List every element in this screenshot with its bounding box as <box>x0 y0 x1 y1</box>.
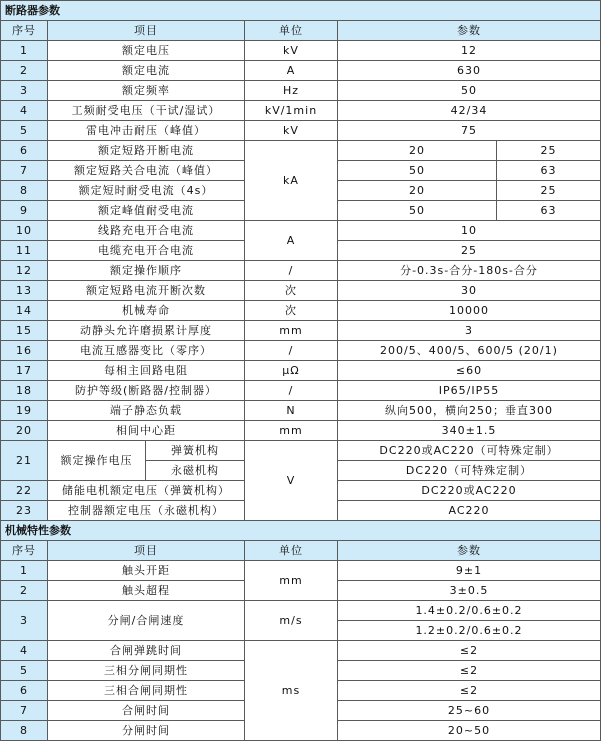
header-item: 项目 <box>48 541 245 561</box>
row-no: 3 <box>1 601 48 641</box>
section-title-mechanical: 机械特性参数 <box>1 521 601 541</box>
table-row <box>1 81 601 101</box>
table-row <box>1 381 601 401</box>
row-value: 纵向500，横向250；垂直300 <box>338 401 601 421</box>
row-item: 分闸/合闸速度 <box>48 601 245 641</box>
row-no: 16 <box>1 341 48 361</box>
row-no: 21 <box>1 441 48 481</box>
row-item: 防护等级(断路器/控制器） <box>48 381 245 401</box>
row-no: 4 <box>1 641 48 661</box>
row-value-a: 20 <box>338 181 497 201</box>
row-unit-merged: mm <box>245 561 338 601</box>
header-no: 序号 <box>1 541 48 561</box>
row-value: 1.4±0.2/0.6±0.2 <box>338 601 601 621</box>
table-row <box>1 101 601 121</box>
header-unit: 单位 <box>245 21 338 41</box>
table-row <box>1 341 601 361</box>
row-value: 25~60 <box>338 701 601 721</box>
row-item: 额定短路开断电流 <box>48 141 245 161</box>
row-value: DC220或AC220（可特殊定制） <box>338 441 601 461</box>
table-row <box>1 261 601 281</box>
header-item: 项目 <box>48 21 245 41</box>
row-unit: mm <box>245 321 338 341</box>
row-item: 触头开距 <box>48 561 245 581</box>
table-row <box>1 321 601 341</box>
row-item: 电缆充电开合电流 <box>48 241 245 261</box>
row-unit: 次 <box>245 281 338 301</box>
table-row <box>1 61 601 81</box>
row-value: 50 <box>338 81 601 101</box>
row-item: 控制器额定电压（永磁机构） <box>48 501 245 521</box>
row-item: 三相合闸同期性 <box>48 681 245 701</box>
row-item: 每相主回路电阻 <box>48 361 245 381</box>
row-item: 雷电冲击耐压（峰值） <box>48 121 245 141</box>
row-value-a: 50 <box>338 161 497 181</box>
header-value: 参数 <box>338 21 601 41</box>
row-item: 额定操作电压 <box>48 441 146 481</box>
row-value-b: 25 <box>497 181 601 201</box>
row-unit: Hz <box>245 81 338 101</box>
row-item: 额定峰值耐受电流 <box>48 201 245 221</box>
row-value: 75 <box>338 121 601 141</box>
row-item: 机械寿命 <box>48 301 245 321</box>
row-item: 工频耐受电压（干试/湿试） <box>48 101 245 121</box>
row-item: 三相分闸同期性 <box>48 661 245 681</box>
header-unit: 单位 <box>245 541 338 561</box>
row-unit-merged: A <box>245 221 338 261</box>
row-no: 9 <box>1 201 48 221</box>
row-value: DC220或AC220 <box>338 481 601 501</box>
table-row <box>1 421 601 441</box>
row-no: 7 <box>1 161 48 181</box>
row-value: 10 <box>338 221 601 241</box>
row-value: 200/5、400/5、600/5 (20/1) <box>338 341 601 361</box>
row-unit-merged: ms <box>245 641 338 741</box>
row-unit: / <box>245 381 338 401</box>
row-item: 额定频率 <box>48 81 245 101</box>
row-no: 3 <box>1 81 48 101</box>
row-value: 分-0.3s-合分-180s-合分 <box>338 261 601 281</box>
row-no: 22 <box>1 481 48 501</box>
row-no: 8 <box>1 181 48 201</box>
header-value: 参数 <box>338 541 601 561</box>
row-unit: m/s <box>245 601 338 641</box>
table-row <box>1 641 601 661</box>
row-unit-merged: V <box>245 441 338 521</box>
section-title-row <box>1 521 601 541</box>
row-no: 15 <box>1 321 48 341</box>
row-no: 14 <box>1 301 48 321</box>
table-row <box>1 361 601 381</box>
row-item: 额定短时耐受电流（4s） <box>48 181 245 201</box>
row-item: 动静头允许磨损累计厚度 <box>48 321 245 341</box>
row-no: 19 <box>1 401 48 421</box>
table-row <box>1 601 601 621</box>
table-row <box>1 141 601 161</box>
row-no: 18 <box>1 381 48 401</box>
table-row <box>1 301 601 321</box>
row-no: 2 <box>1 581 48 601</box>
table-header-row <box>1 541 601 561</box>
row-item: 端子静态负载 <box>48 401 245 421</box>
table-row <box>1 281 601 301</box>
row-no: 6 <box>1 141 48 161</box>
row-no: 4 <box>1 101 48 121</box>
row-value: ≤60 <box>338 361 601 381</box>
row-value: 10000 <box>338 301 601 321</box>
row-unit: μΩ <box>245 361 338 381</box>
row-item: 额定操作顺序 <box>48 261 245 281</box>
row-value-a: 20 <box>338 141 497 161</box>
row-subitem: 弹簧机构 <box>146 441 245 461</box>
row-item: 线路充电开合电流 <box>48 221 245 241</box>
table-header-row <box>1 21 601 41</box>
table-row <box>1 121 601 141</box>
row-no: 10 <box>1 221 48 241</box>
row-value-a: 50 <box>338 201 497 221</box>
row-item: 额定短路电流开断次数 <box>48 281 245 301</box>
row-no: 5 <box>1 121 48 141</box>
row-value: 30 <box>338 281 601 301</box>
row-value: AC220 <box>338 501 601 521</box>
row-no: 6 <box>1 681 48 701</box>
row-item: 额定电压 <box>48 41 245 61</box>
row-unit: kV/1min <box>245 101 338 121</box>
row-value: 9±1 <box>338 561 601 581</box>
row-unit: kV <box>245 121 338 141</box>
row-value: 12 <box>338 41 601 61</box>
section-title-breaker: 断路器参数 <box>1 1 601 21</box>
row-subitem: 永磁机构 <box>146 461 245 481</box>
row-item: 相间中心距 <box>48 421 245 441</box>
row-value: ≤2 <box>338 681 601 701</box>
row-unit: N <box>245 401 338 421</box>
row-value-b: 25 <box>497 141 601 161</box>
table-row <box>1 41 601 61</box>
row-unit-merged: kA <box>245 141 338 221</box>
row-unit: / <box>245 261 338 281</box>
row-value-b: 63 <box>497 161 601 181</box>
row-no: 5 <box>1 661 48 681</box>
row-item: 电流互感器变比（零序） <box>48 341 245 361</box>
row-no: 20 <box>1 421 48 441</box>
row-no: 17 <box>1 361 48 381</box>
row-no: 11 <box>1 241 48 261</box>
row-no: 13 <box>1 281 48 301</box>
row-no: 1 <box>1 561 48 581</box>
row-no: 23 <box>1 501 48 521</box>
row-value: IP65/IP55 <box>338 381 601 401</box>
row-item: 额定电流 <box>48 61 245 81</box>
section-title-row <box>1 1 601 21</box>
header-no: 序号 <box>1 21 48 41</box>
row-unit: A <box>245 61 338 81</box>
row-item: 合闸时间 <box>48 701 245 721</box>
row-value: 20~50 <box>338 721 601 741</box>
table-row <box>1 401 601 421</box>
row-no: 12 <box>1 261 48 281</box>
row-unit: mm <box>245 421 338 441</box>
row-value: 42/34 <box>338 101 601 121</box>
row-value: 3±0.5 <box>338 581 601 601</box>
row-item: 分闸时间 <box>48 721 245 741</box>
row-value: ≤2 <box>338 641 601 661</box>
table-row <box>1 221 601 241</box>
row-value: 340±1.5 <box>338 421 601 441</box>
row-value: ≤2 <box>338 661 601 681</box>
row-unit: kV <box>245 41 338 61</box>
row-value: DC220（可特殊定制） <box>338 461 601 481</box>
row-value: 25 <box>338 241 601 261</box>
table-row <box>1 441 601 461</box>
table-row <box>1 561 601 581</box>
row-item: 触头超程 <box>48 581 245 601</box>
row-item: 合闸弹跳时间 <box>48 641 245 661</box>
row-value: 630 <box>338 61 601 81</box>
row-no: 1 <box>1 41 48 61</box>
row-no: 8 <box>1 721 48 741</box>
row-value: 3 <box>338 321 601 341</box>
row-unit: 次 <box>245 301 338 321</box>
row-unit: / <box>245 341 338 361</box>
row-no: 2 <box>1 61 48 81</box>
row-value-b: 63 <box>497 201 601 221</box>
row-value: 1.2±0.2/0.6±0.2 <box>338 621 601 641</box>
row-item: 储能电机额定电压（弹簧机构） <box>48 481 245 501</box>
row-no: 7 <box>1 701 48 721</box>
row-item: 额定短路关合电流（峰值） <box>48 161 245 181</box>
